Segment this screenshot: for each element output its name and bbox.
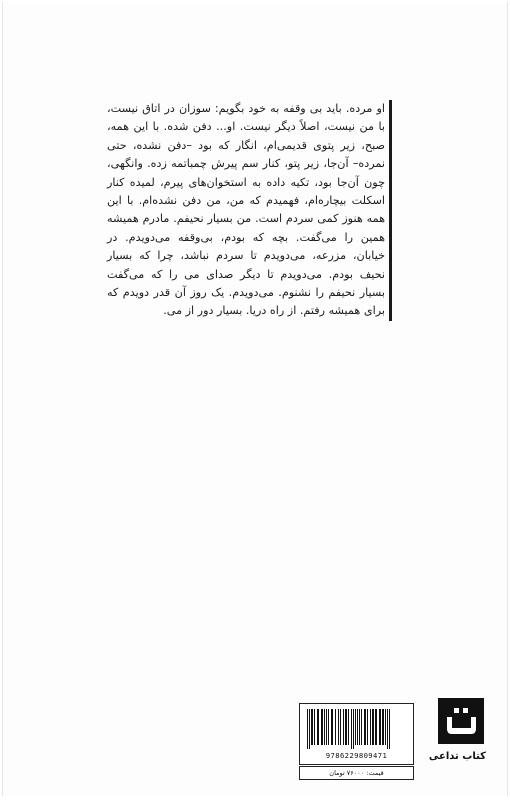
publisher-logo-icon xyxy=(438,698,484,744)
isbn-number: 9786229809471 xyxy=(325,751,388,760)
barcode-icon xyxy=(306,709,407,749)
blurb-paragraph: او مرده. باید بی وقفه به خود بگویم: سوزان در اتاق نیست، با من نیست، اصلاً دیگر نیست. او... دفن شده. با این همه، صبح، زیر پتوی قدیمی‌ام، انگار که بود –دفن نشده، حتی نمرده– آن‌جا، زیر پتو، کنار سم پیرش چمباتمه زده. وانگهی، چون آن‌جا بود، تکیه داده به استخوان‌های پیرم، لمیده کنار اسکلت بیچاره‌ام، فهمیدم که من، من دفن نشده‌ام. با این همه هنوز کمی سردم است. من بسیار نحیفم. مادرم همیشه همین را می‌گفت. بچه که بودم، بی‌وقفه می‌دویدم. در خیابان، مزرعه، می‌دویدم تا سردم نباشد، چرا که بسیار نحیف بودم. می‌دویدم تا دیگر صدای می را که می‌گفت بسیار نحیفم را نشنوم. می‌دویدم. یک روز آن قدر دویدم که برای همیشه رفتم. از راه دریا. بسیار دور از می. xyxy=(107,102,385,318)
publisher-block xyxy=(428,698,486,762)
barcode-box xyxy=(299,703,414,765)
publisher-name: کتاب تداعی xyxy=(428,751,486,762)
price-label: قیمت: ۷۶۰۰۰ تومان xyxy=(299,766,414,780)
blurb-text-block xyxy=(107,100,392,321)
back-cover xyxy=(2,2,508,796)
